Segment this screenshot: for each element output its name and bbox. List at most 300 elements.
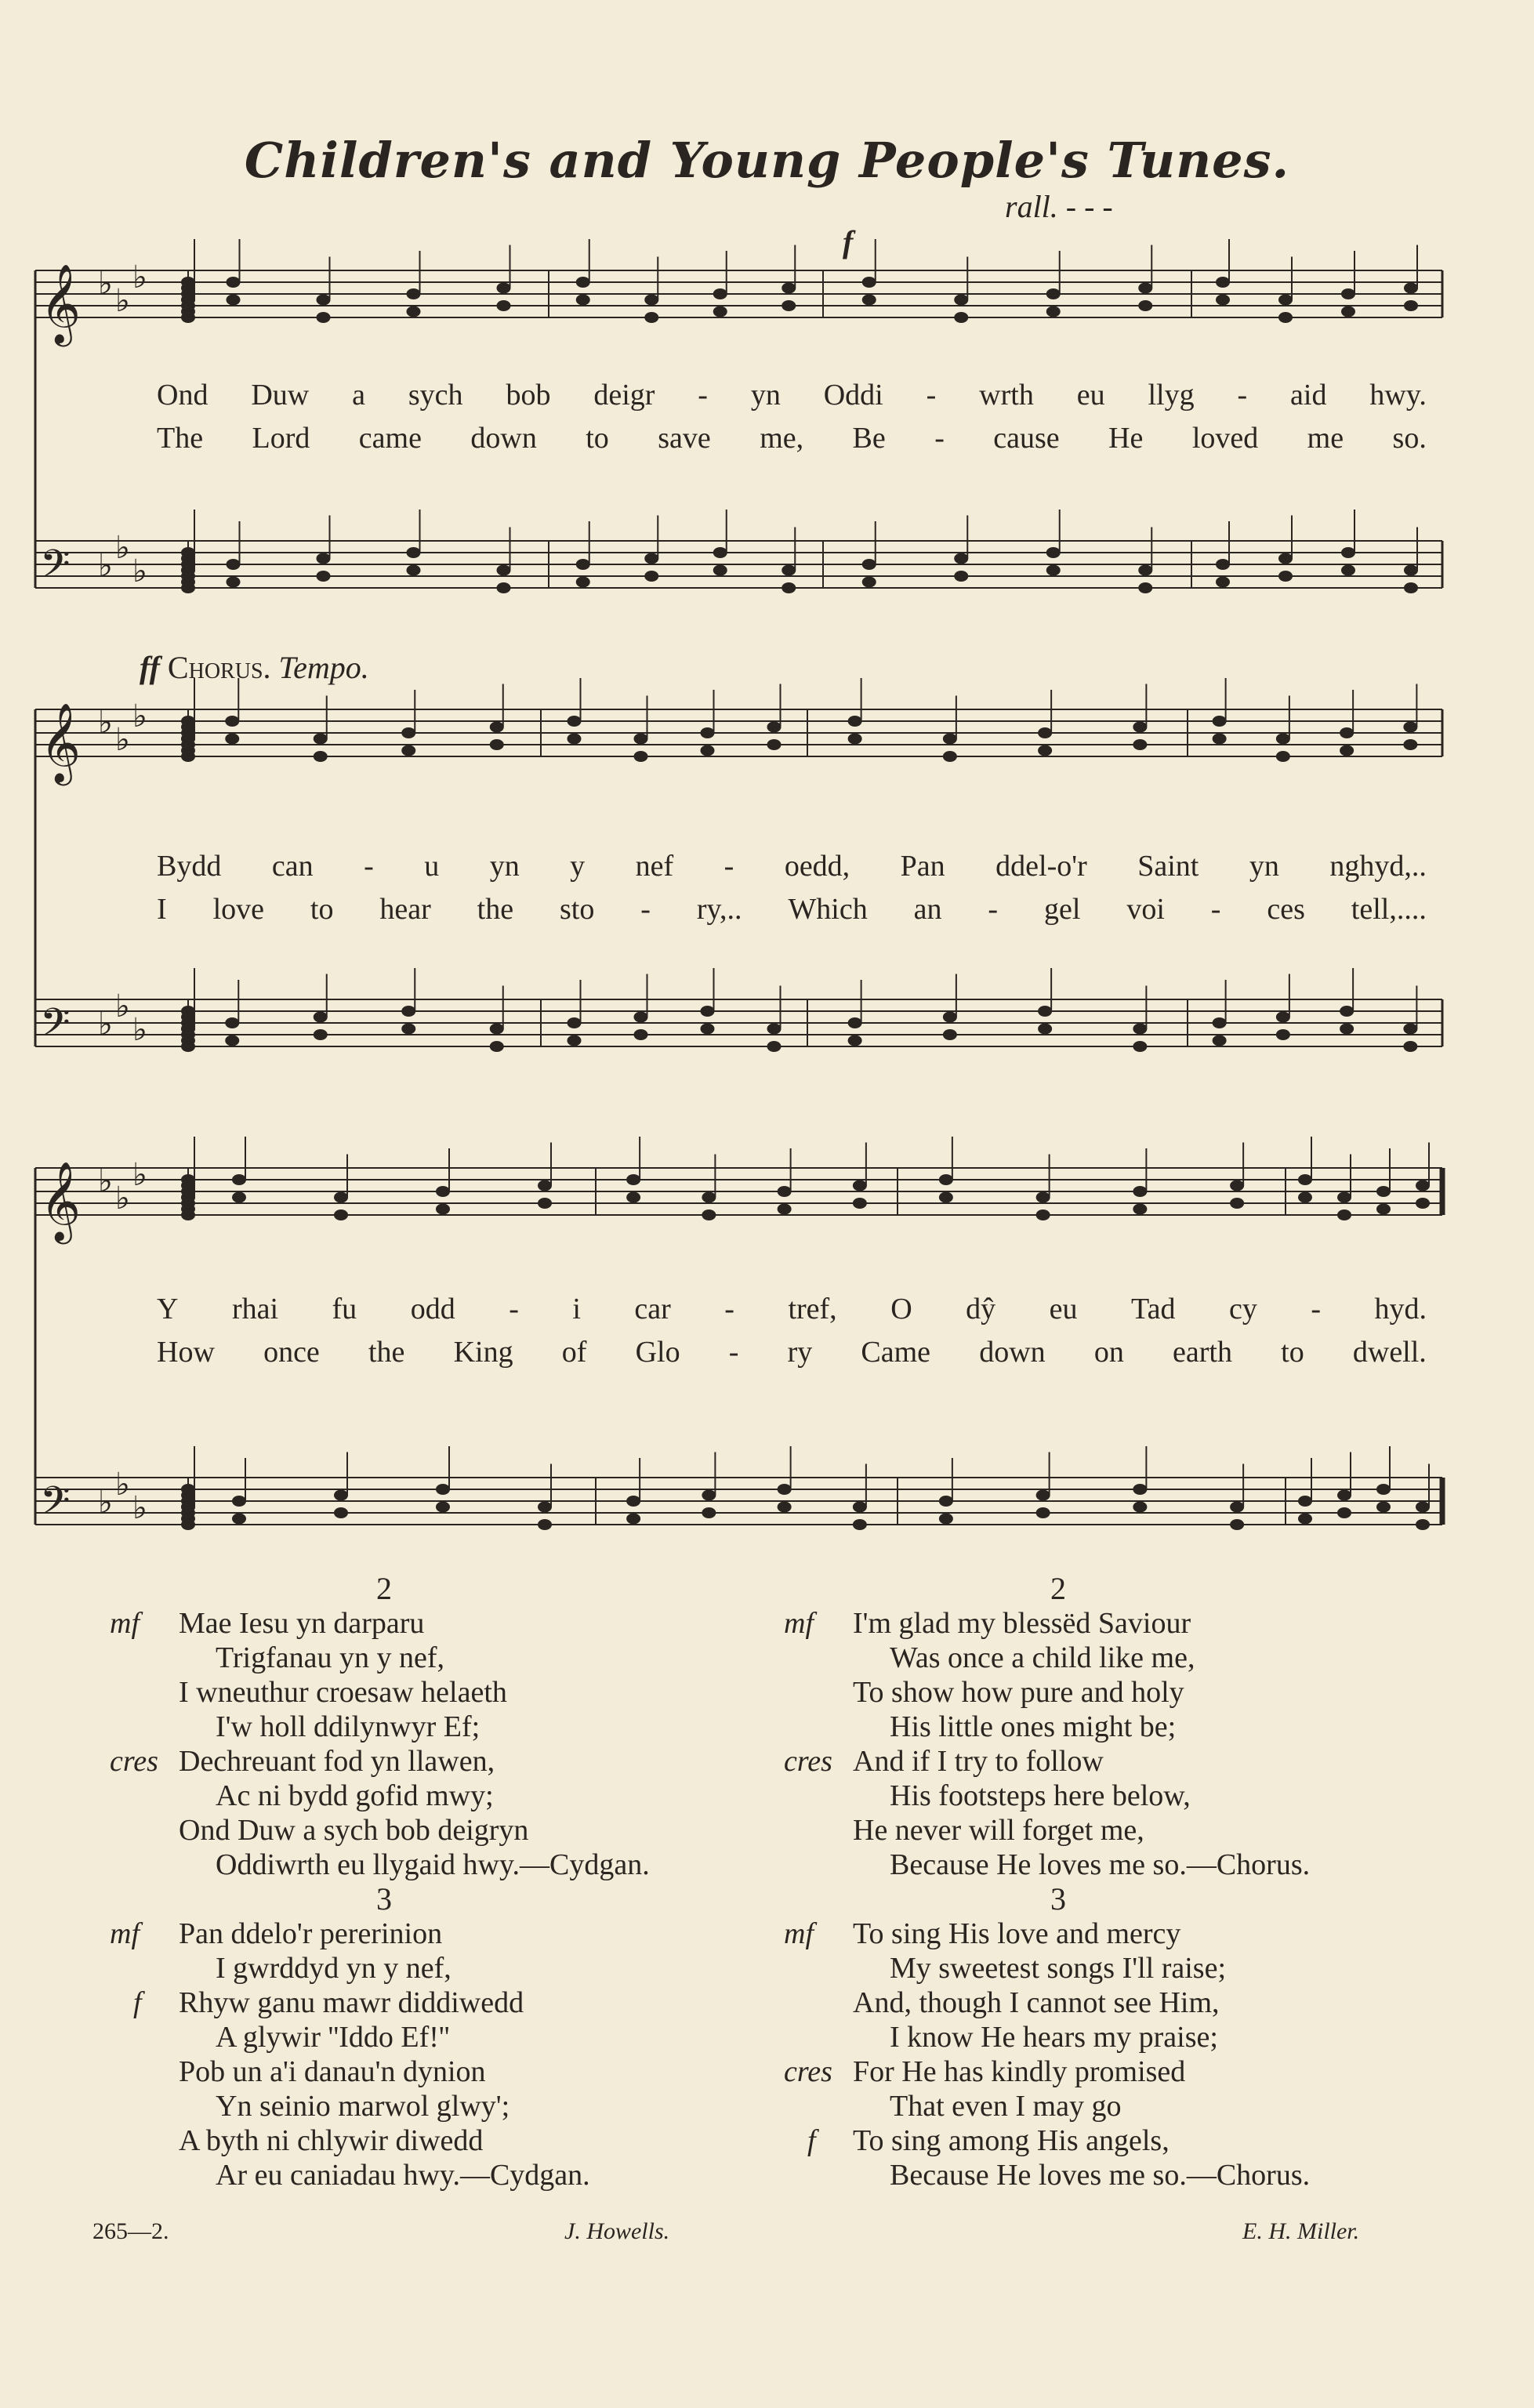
verse-text: To sing His love and mercy <box>853 1917 1181 1950</box>
lyric-syllable: - <box>1237 379 1248 412</box>
note-head <box>317 571 331 582</box>
note-head <box>848 1017 862 1028</box>
note-head <box>1036 1507 1050 1518</box>
lyric-syllable: - <box>1210 893 1221 926</box>
note-head <box>1341 565 1355 576</box>
dynamic-marking: f <box>133 1986 142 2019</box>
note-head <box>401 745 415 756</box>
lyric-syllable: of <box>561 1336 587 1369</box>
note-head <box>1376 1186 1391 1197</box>
note-head <box>954 571 968 582</box>
lyric-syllable: gel <box>1043 893 1081 926</box>
note-head <box>848 716 862 727</box>
note-head <box>225 734 239 745</box>
stanza-number: 3 <box>376 1881 392 1917</box>
note-head <box>1230 1180 1244 1191</box>
note-head <box>232 1514 246 1525</box>
note-head <box>1298 1496 1312 1507</box>
note-head <box>490 1041 504 1052</box>
note-head <box>227 277 241 288</box>
note-head <box>853 1180 867 1191</box>
note-head <box>181 722 195 733</box>
verse-text: That even I may go <box>890 2090 1122 2123</box>
verses-english <box>784 1572 1489 2192</box>
lyric-syllable: to <box>310 893 334 926</box>
note-head <box>634 1029 648 1040</box>
note-head <box>954 312 968 323</box>
lyric-syllable: hyd. <box>1374 1293 1427 1325</box>
note-head <box>334 1490 348 1501</box>
composer-credit: J. Howells. <box>564 2218 670 2244</box>
note-head <box>1276 1029 1290 1040</box>
note-head <box>1046 547 1061 558</box>
bass-clef-icon: 𝄢 <box>40 1000 71 1055</box>
dynamic-marking: mf <box>110 1917 140 1950</box>
lyric-syllable: ry,.. <box>696 893 742 926</box>
note-head <box>1416 1519 1430 1530</box>
flat-icon: ♭ <box>98 1485 113 1521</box>
note-head <box>782 300 796 311</box>
verse-line <box>784 1951 1489 1986</box>
lyric-syllable: Oddi <box>823 379 883 412</box>
lyric-syllable: Saint <box>1137 850 1199 883</box>
author-credit: E. H. Miller. <box>1242 2218 1360 2244</box>
lyric-syllable: Be <box>852 422 886 455</box>
lyric-syllable: sych <box>408 379 463 412</box>
note-head <box>644 312 658 323</box>
verse-line <box>784 1917 1489 1951</box>
rall-marking: rall. - - - <box>1005 189 1113 224</box>
note-head <box>314 1012 328 1023</box>
verse-line <box>110 1848 815 1882</box>
dynamic-marking: cres <box>110 1745 158 1778</box>
verse-line <box>110 1779 815 1813</box>
lyric-syllable: Pan <box>900 850 945 883</box>
note-head <box>782 565 796 576</box>
note-head <box>1404 582 1418 593</box>
note-head <box>1230 1502 1244 1513</box>
treble-clef-icon: 𝄞 <box>40 1160 82 1241</box>
note-head <box>1403 722 1417 733</box>
note-head <box>181 1198 195 1209</box>
note-head <box>1341 547 1355 558</box>
lyric-syllable: u <box>424 850 440 883</box>
note-head <box>1038 1006 1052 1017</box>
dynamic-marking: cres <box>784 2055 832 2088</box>
verse-text: Dechreuant fod yn llawen, <box>179 1745 495 1778</box>
verse-line <box>784 1813 1489 1848</box>
lyric-syllable: Glo <box>635 1336 680 1369</box>
verse-line <box>784 2123 1489 2158</box>
lyric-syllable: love <box>212 893 264 926</box>
note-head <box>644 553 658 564</box>
note-head <box>407 306 421 317</box>
lyric-syllable: rhai <box>231 1293 279 1325</box>
note-head <box>1046 306 1061 317</box>
note-head <box>1216 277 1230 288</box>
note-head <box>1038 1024 1052 1035</box>
note-head <box>701 1006 715 1017</box>
lyric-syllable: Which <box>788 893 868 926</box>
note-head <box>634 1012 648 1023</box>
note-head <box>1216 295 1230 306</box>
verse-line <box>110 2123 815 2158</box>
note-head <box>1340 1006 1354 1017</box>
verse-line <box>110 2054 815 2089</box>
flat-icon: ♭ <box>132 1012 147 1048</box>
note-head <box>778 1502 792 1513</box>
lyric-syllable: ces <box>1267 893 1305 926</box>
note-head <box>1230 1198 1244 1209</box>
lyric-syllable: wrth <box>979 379 1034 412</box>
note-head <box>314 751 328 762</box>
note-head <box>1340 1024 1354 1035</box>
note-head <box>436 1502 450 1513</box>
note-head <box>181 300 195 311</box>
lyric-syllable: yn <box>750 379 781 412</box>
lyric-syllable: Y <box>157 1293 179 1325</box>
lyric-syllable: hear <box>379 893 431 926</box>
forte-marking: f <box>843 224 854 259</box>
note-head <box>1276 751 1290 762</box>
note-head <box>1036 1209 1050 1220</box>
note-head <box>702 1209 716 1220</box>
note-head <box>1213 734 1227 745</box>
note-head <box>782 283 796 294</box>
note-head <box>225 1035 239 1046</box>
verse-text: I'm glad my blessëd Saviour <box>853 1607 1191 1640</box>
note-head <box>407 288 421 299</box>
lyrics-welsh-system-3 <box>157 1292 1427 1326</box>
note-head <box>1341 288 1355 299</box>
lyric-syllable: me, <box>760 422 804 455</box>
lyric-syllable: dwell. <box>1352 1336 1427 1369</box>
lyric-syllable: save <box>658 422 711 455</box>
lyric-syllable: so. <box>1392 422 1427 455</box>
note-head <box>538 1502 552 1513</box>
note-head <box>1404 565 1418 576</box>
verses-welsh <box>110 1572 815 2192</box>
verse-line <box>110 2020 815 2054</box>
verse-line <box>110 1744 815 1779</box>
verse-line <box>784 1848 1489 1882</box>
note-head <box>1278 295 1293 306</box>
note-head <box>862 295 876 306</box>
lyric-syllable: llyg <box>1148 379 1195 412</box>
lyric-syllable: - <box>926 379 937 412</box>
note-head <box>702 1490 716 1501</box>
lyric-syllable: tref, <box>788 1293 837 1325</box>
note-head <box>848 734 862 745</box>
note-head <box>939 1174 953 1185</box>
lyric-syllable: eu <box>1049 1293 1078 1325</box>
hymn-number: 265—2. <box>92 2218 169 2244</box>
lyric-syllable: - <box>934 422 945 455</box>
note-head <box>181 1180 195 1191</box>
lyric-syllable: Ond <box>157 379 209 412</box>
note-head <box>1298 1514 1312 1525</box>
note-head <box>862 577 876 588</box>
note-head <box>701 745 715 756</box>
note-head <box>1036 1192 1050 1203</box>
lyric-syllable: He <box>1108 422 1144 455</box>
note-head <box>401 1024 415 1035</box>
lyric-syllable: hwy. <box>1369 379 1427 412</box>
note-head <box>701 1024 715 1035</box>
note-head <box>943 751 957 762</box>
note-head <box>181 582 195 593</box>
stanza-number: 2 <box>1050 1571 1066 1606</box>
note-head <box>314 734 328 745</box>
chorus-marking: ff Chorus. Tempo. <box>140 650 369 685</box>
flat-icon: ♭ <box>132 553 147 589</box>
lyric-syllable: - <box>364 850 374 883</box>
lyric-syllable: dŷ <box>966 1293 996 1325</box>
bass-clef-icon: 𝄢 <box>40 1478 71 1533</box>
lyric-syllable: to <box>586 422 609 455</box>
lyrics-welsh-system-1 <box>157 378 1427 412</box>
lyric-syllable: once <box>263 1336 320 1369</box>
flat-icon: ♭ <box>98 705 113 741</box>
flat-icon: ♭ <box>132 259 147 296</box>
note-head <box>1276 734 1290 745</box>
note-head <box>568 1035 582 1046</box>
flat-icon: ♭ <box>115 283 130 319</box>
verse-text: Ar eu caniadau hwy.—Cydgan. <box>216 2159 590 2192</box>
note-head <box>767 722 782 733</box>
lyric-syllable: oedd, <box>784 850 850 883</box>
lyric-syllable: - <box>728 1336 739 1369</box>
note-head <box>1133 722 1147 733</box>
note-head <box>334 1192 348 1203</box>
note-head <box>1376 1484 1391 1495</box>
note-head <box>848 1035 862 1046</box>
flat-icon: ♭ <box>115 722 130 758</box>
lyric-syllable: ddel-o'r <box>995 850 1087 883</box>
lyric-syllable: to <box>1281 1336 1304 1369</box>
note-head <box>181 1041 195 1052</box>
note-head <box>1133 1186 1147 1197</box>
lyric-syllable: an <box>913 893 942 926</box>
bass-clef-icon: 𝄢 <box>40 542 71 597</box>
verse-line <box>110 1951 815 1986</box>
verse-line <box>784 1744 1489 1779</box>
note-head <box>1138 300 1152 311</box>
lyric-syllable: a <box>352 379 365 412</box>
lyric-syllable: loved <box>1191 422 1259 455</box>
note-head <box>1337 1490 1351 1501</box>
note-head <box>181 283 195 294</box>
verse-line <box>110 1606 815 1641</box>
lyric-syllable: earth <box>1173 1336 1232 1369</box>
note-head <box>767 1024 782 1035</box>
note-head <box>1403 1041 1417 1052</box>
lyric-syllable: How <box>157 1336 215 1369</box>
verse-text: To show how pure and holy <box>853 1676 1184 1709</box>
note-head <box>1278 312 1293 323</box>
note-head <box>407 547 421 558</box>
verse-text: Pob un a'i danau'n dynion <box>179 2055 486 2088</box>
flat-icon: ♭ <box>115 1467 130 1503</box>
lyric-syllable: nghyd,.. <box>1329 850 1427 883</box>
verse-line <box>110 1917 815 1951</box>
verse-line <box>784 1641 1489 1675</box>
note-head <box>626 1496 640 1507</box>
verse-line <box>110 2158 815 2192</box>
note-head <box>181 547 195 558</box>
verse-text: For He has kindly promised <box>853 2055 1186 2088</box>
lyric-syllable: O <box>890 1293 912 1325</box>
verse-line <box>784 2089 1489 2123</box>
note-head <box>1340 727 1354 738</box>
note-head <box>317 553 331 564</box>
note-head <box>702 1192 716 1203</box>
flat-icon: ♭ <box>132 1490 147 1526</box>
dynamic-marking: mf <box>110 1607 140 1640</box>
note-head <box>1133 1502 1147 1513</box>
note-head <box>1276 1012 1290 1023</box>
note-head <box>181 1484 195 1495</box>
note-head <box>181 1024 195 1035</box>
verse-line <box>784 1675 1489 1710</box>
note-head <box>1036 1490 1050 1501</box>
lyric-syllable: fu <box>332 1293 357 1325</box>
flat-icon: ♭ <box>98 1006 113 1043</box>
dynamic-marking: mf <box>784 1917 814 1950</box>
note-head <box>1138 565 1152 576</box>
note-head <box>314 1029 328 1040</box>
lyric-syllable: can <box>271 850 314 883</box>
note-head <box>782 582 796 593</box>
note-head <box>634 734 648 745</box>
note-head <box>538 1198 552 1209</box>
lyric-syllable: the <box>368 1336 405 1369</box>
lyric-syllable: voi <box>1126 893 1165 926</box>
note-head <box>334 1209 348 1220</box>
note-head <box>853 1198 867 1209</box>
note-head <box>1216 559 1230 570</box>
note-head <box>538 1180 552 1191</box>
note-head <box>181 565 195 576</box>
note-head <box>497 582 511 593</box>
verse-line <box>110 2089 815 2123</box>
verse-line <box>784 1710 1489 1744</box>
flat-icon: ♭ <box>98 548 113 584</box>
note-head <box>497 565 511 576</box>
note-head <box>767 1041 782 1052</box>
note-head <box>1298 1174 1312 1185</box>
note-head <box>568 734 582 745</box>
lyric-syllable: odd <box>410 1293 455 1325</box>
note-head <box>1403 1024 1417 1035</box>
note-head <box>181 1519 195 1530</box>
verse-text: I gwrddyd yn y nef, <box>216 1952 451 1985</box>
note-head <box>1404 283 1418 294</box>
flat-icon: ♭ <box>98 266 113 302</box>
note-head <box>702 1507 716 1518</box>
note-head <box>713 306 727 317</box>
flat-icon: ♭ <box>98 1163 113 1199</box>
note-head <box>576 277 590 288</box>
flat-icon: ♭ <box>132 698 147 734</box>
note-head <box>778 1204 792 1215</box>
lyric-syllable: yn <box>1249 850 1279 883</box>
verse-text: His footsteps here below, <box>890 1779 1191 1812</box>
note-head <box>713 288 727 299</box>
lyric-syllable: down <box>470 422 537 455</box>
note-head <box>1416 1198 1430 1209</box>
note-head <box>1046 565 1061 576</box>
note-head <box>853 1519 867 1530</box>
note-head <box>181 1006 195 1017</box>
lyric-syllable: car <box>634 1293 671 1325</box>
verse-text: My sweetest songs I'll raise; <box>890 1952 1227 1985</box>
lyric-syllable: aid <box>1290 379 1327 412</box>
verse-text: He never will forget me, <box>853 1814 1144 1847</box>
note-head <box>490 739 504 750</box>
verse-text: I know He hears my praise; <box>890 2021 1218 2054</box>
note-head <box>1216 577 1230 588</box>
verse-line <box>110 1986 815 2020</box>
verse-text: Because He loves me so.—Chorus. <box>890 2159 1311 2192</box>
note-head <box>1404 300 1418 311</box>
note-head <box>576 295 590 306</box>
note-head <box>576 577 590 588</box>
note-head <box>1213 1017 1227 1028</box>
note-head <box>1376 1502 1391 1513</box>
lyric-syllable: The <box>157 422 204 455</box>
verse-line <box>784 1779 1489 1813</box>
note-head <box>939 1514 953 1525</box>
note-head <box>1133 1204 1147 1215</box>
stanza-number: 3 <box>1050 1881 1066 1917</box>
verse-text: Oddiwrth eu llygaid hwy.—Cydgan. <box>216 1848 650 1881</box>
note-head <box>853 1502 867 1513</box>
lyric-syllable: Lord <box>252 422 310 455</box>
lyric-syllable: Came <box>861 1336 931 1369</box>
lyric-syllable: Duw <box>251 379 310 412</box>
note-head <box>1133 1024 1147 1035</box>
note-head <box>1038 745 1052 756</box>
note-head <box>713 547 727 558</box>
verse-text: A glywir ''Iddo Ef!'' <box>216 2021 450 2054</box>
verse-text: And, though I cannot see Him, <box>853 1986 1220 2019</box>
verse-text: Mae Iesu yn darparu <box>179 1607 425 1640</box>
note-head <box>1230 1519 1244 1530</box>
lyric-syllable: cause <box>993 422 1060 455</box>
dynamic-marking: f <box>807 2124 816 2157</box>
note-head <box>568 1017 582 1028</box>
note-head <box>943 1012 957 1023</box>
note-head <box>626 1192 640 1203</box>
note-head <box>401 727 415 738</box>
note-head <box>181 1502 195 1513</box>
note-head <box>227 559 241 570</box>
page-title: Children's and Young People's Tunes. <box>244 132 1290 189</box>
note-head <box>626 1514 640 1525</box>
note-head <box>1278 571 1293 582</box>
lyric-syllable: - <box>698 379 708 412</box>
note-head <box>1337 1209 1351 1220</box>
verse-text: Trigfanau yn y nef, <box>216 1641 444 1674</box>
lyric-syllable: down <box>979 1336 1046 1369</box>
note-head <box>862 559 876 570</box>
note-head <box>317 312 331 323</box>
lyric-syllable: - <box>509 1293 519 1325</box>
note-head <box>181 739 195 750</box>
note-head <box>1138 283 1152 294</box>
lyric-syllable: Tad <box>1131 1293 1176 1325</box>
